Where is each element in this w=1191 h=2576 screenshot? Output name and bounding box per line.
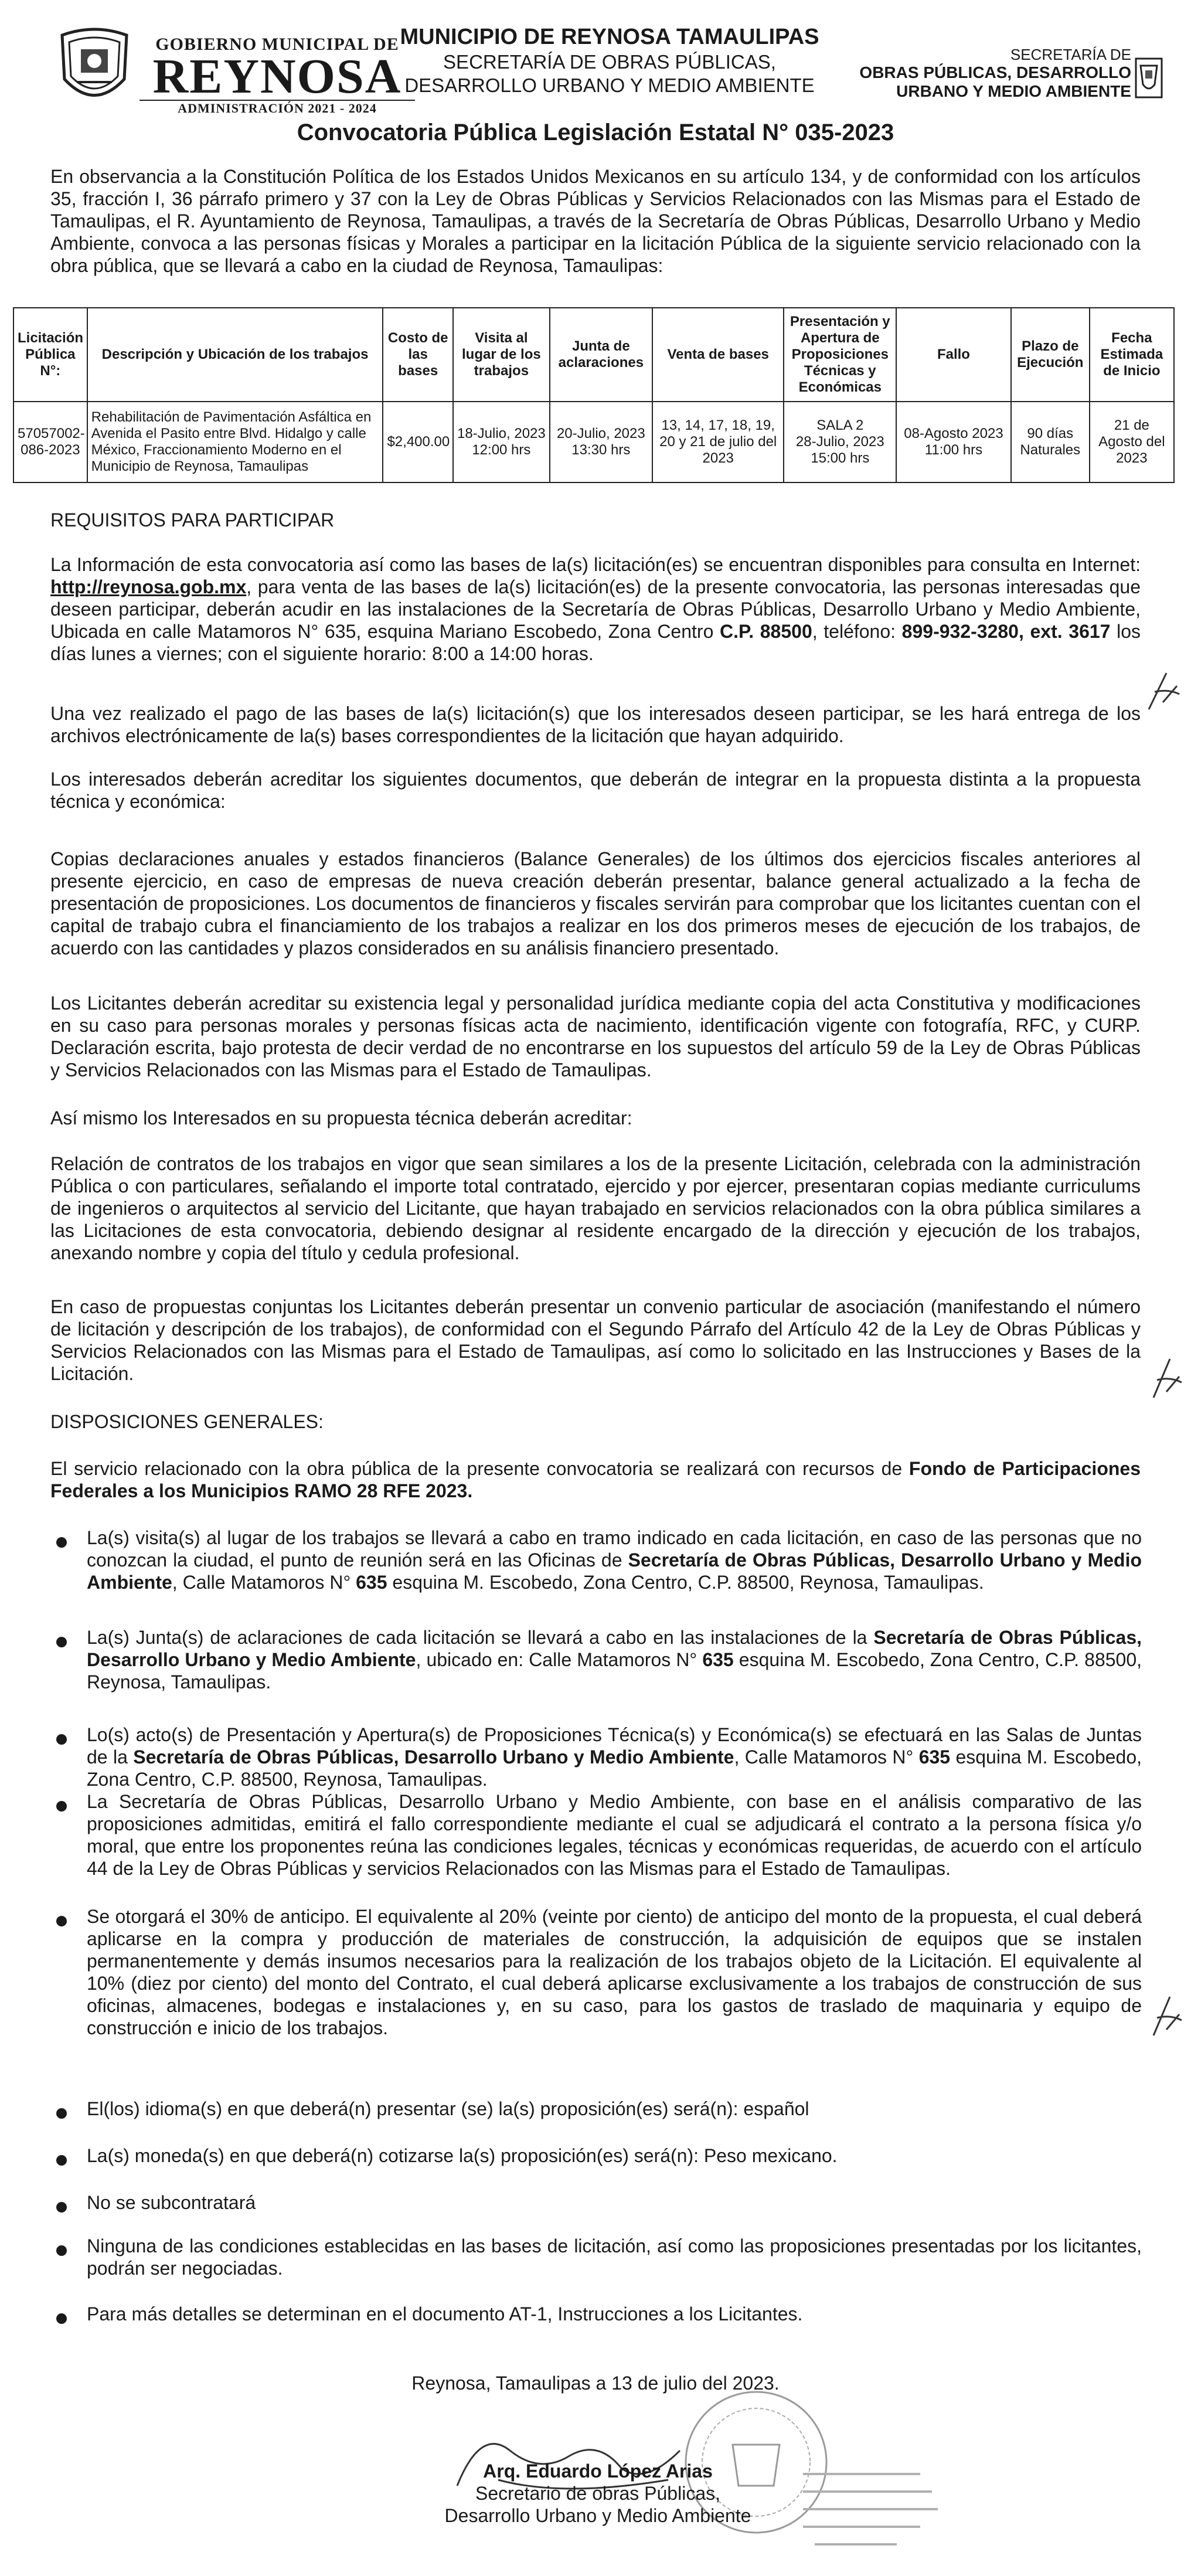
bullet-dot bbox=[56, 2108, 67, 2119]
right-line1: SECRETARÍA DE bbox=[1010, 46, 1131, 63]
anticipo-bullet: Se otorgará el 30% de anticipo. El equivalente al 20% (veinte por ciento) de anticipo del monto de la propuesta, el cual deberá aplicarse en la compra y producción de materiales de construcción, la adquisición de equipos que se instalen permanentemente y demás insumos necesarios para la realización de los trabajos objeto de la Licitación. El equivalente al 10% (diez por ciento) del monto del Contrato, el cual deberá aplicarse exclusivamente a los trabajos de construcción de sus oficinas, almacenes, bodegas e instalaciones y, en su caso, para los gastos de traslado de maquinaria y equipo de construcción e inicio de los trabajos. bbox=[87, 1906, 1142, 2038]
initials-mark-icon bbox=[1149, 1355, 1184, 1402]
pago-paragraph: Una vez realizado el pago de las bases de la(s) licitación(s) que los interesados deseen participar, se les hará entrega de los archivos electrónicamente de la(s) bases correspondientes de la licitación que hayan adquirido. bbox=[50, 703, 1141, 746]
cell-plazo: 90 días Naturales bbox=[1011, 402, 1090, 482]
fecha-firma: Reynosa, Tamaulipas a 13 de julio del 2023. bbox=[411, 2373, 780, 2394]
th-descripcion: Descripción y Ubicación de los trabajos bbox=[87, 308, 383, 402]
visita-secretaria: Secretaría de Obras Públicas, Desarrollo Urbano y Medio Ambiente bbox=[87, 1549, 1142, 1593]
requisitos-heading: REQUISITOS PARA PARTICIPAR bbox=[50, 509, 335, 531]
bullet-dot bbox=[56, 2313, 67, 2324]
initials-mark-icon bbox=[1143, 668, 1184, 715]
cell-costo: $2,400.00 bbox=[383, 402, 453, 482]
fallo-hora: 11:00 hrs bbox=[924, 442, 983, 458]
cell-descripcion: Rehabilitación de Pavimentación Asfáltica en Avenida el Pasito entre Blvd. Hidalgo y calle México, Fraccionamiento Moderno en el Municipio de Reynosa, Tamaulipas bbox=[87, 402, 383, 482]
bullet-dot bbox=[56, 2202, 67, 2213]
info-cp: C.P. 88500 bbox=[720, 621, 812, 642]
junta-text-2: , ubicado en: Calle Matamoros N° bbox=[416, 1649, 703, 1670]
th-venta: Venta de bases bbox=[652, 308, 784, 402]
th-licitacion: Licitación Pública N°: bbox=[13, 308, 87, 402]
cell-presentacion bbox=[784, 402, 896, 482]
presentacion-sala: SALA 2 bbox=[816, 417, 864, 433]
signature-block bbox=[410, 2460, 785, 2527]
bullet-dot bbox=[56, 1537, 67, 1548]
cell-junta bbox=[550, 402, 652, 482]
header-center bbox=[328, 23, 891, 97]
info-text-2: , para venta de las bases de la(s) licitación(es) de la presente convocatoria, las personas interesadas que deseen participar, deberán acudir en las instalaciones de la Secretaría de Obras Públicas, Desarrollo Urbano y Medio Ambiente, Ubicada en calle Matamoros N° 635, esquina Mariano Escobedo, Zona Centro bbox=[50, 576, 1141, 642]
intro-paragraph: En observancia a la Constitución Política de los Estados Unidos Mexicanos en su artículo 134, y de conformidad con los artículos 35, fracción I, 36 párrafo primero y 37 con la Ley de Obras Públicas y Servicios Relacionados con las Mismas para el Estado de Tamaulipas, el R. Ayuntamiento de Reynosa, Tamaulipas, a través de la Secretaría de Obras Públicas, Desarrollo Urbano y Medio Ambiente, convoca a las personas físicas y Morales a participar en la licitación Pública de la siguiente servicio relacionado con la obra pública, que se llevará a cabo en la ciudad de Reynosa, Tamaulipas: bbox=[50, 166, 1141, 276]
junta-fecha: 20-Julio, 2023 bbox=[556, 426, 645, 441]
actos-numero: 635 bbox=[918, 1746, 951, 1768]
actos-bullet bbox=[87, 1724, 1142, 1790]
signer-role-2: Desarrollo Urbano y Medio Ambiente bbox=[444, 2505, 751, 2526]
visita-text-1: La(s) visita(s) al lugar de los trabajos se llevará a cabo en tramo indicado en cada licitación, en caso de las personas que no conozcan la ciudad, el punto de reunión será en las Oficinas de bbox=[87, 1527, 1142, 1571]
visita-hora: 12:00 hrs bbox=[472, 442, 531, 458]
cell-visita bbox=[453, 402, 550, 482]
presentacion-hora: 15:00 hrs bbox=[811, 450, 870, 466]
th-plazo: Plazo de Ejecución bbox=[1011, 308, 1090, 402]
header-right bbox=[844, 46, 1131, 101]
municipio-title: MUNICIPIO DE REYNOSA TAMAULIPAS bbox=[400, 25, 819, 49]
servicio-fondo: Fondo de Participaciones Federales a los Municipios RAMO 28 RFE 2023. bbox=[50, 1458, 1141, 1501]
info-phone: 899-932-3280, ext. 3617 bbox=[901, 621, 1111, 642]
cell-licitacion: 57057002-086-2023 bbox=[13, 402, 87, 482]
servicio-text: El servicio relacionado con la obra pública de la presente convocatoria se realizará con recursos de bbox=[50, 1458, 909, 1479]
junta-text-1: La(s) Junta(s) de aclaraciones de cada licitación se llevará a cabo en las instalaciones de la bbox=[87, 1627, 874, 1648]
th-presentacion: Presentación y Apertura de Proposiciones Técnicas y Económicas bbox=[784, 308, 896, 402]
info-text-1: La Información de esta convocatoria así como las bases de la(s) licitación(es) se encuentran disponibles para consulta en Internet: bbox=[50, 554, 1141, 575]
bullet-dot bbox=[56, 1916, 67, 1926]
disposiciones-heading: DISPOSICIONES GENERALES: bbox=[50, 1411, 324, 1432]
reynosa-url-link[interactable]: http://reynosa.gob.mx bbox=[50, 576, 247, 597]
initials-mark-icon bbox=[1149, 1993, 1184, 2040]
bullet-dot bbox=[56, 2155, 67, 2166]
logo-line1: GOBIERNO MUNICIPAL DE bbox=[155, 35, 399, 54]
bullet-dot bbox=[56, 2245, 67, 2256]
fallo-fecha: 08-Agosto 2023 bbox=[904, 426, 1003, 441]
idioma-bullet: El(los) idioma(s) en que deberá(n) presentar (se) la(s) proposición(es) será(n): español bbox=[87, 2098, 809, 2119]
secretaria-line2: DESARROLLO URBANO Y MEDIO AMBIENTE bbox=[404, 74, 815, 96]
secretaria-line1: SECRETARÍA DE OBRAS PÚBLICAS, bbox=[443, 51, 776, 73]
th-junta: Junta de aclaraciones bbox=[550, 308, 652, 402]
fallo-bullet: La Secretaría de Obras Públicas, Desarrollo Urbano y Medio Ambiente, con base en el análisis comparativo de las proposiciones admitidas, emitirá el fallo correspondiente mediante el cual se adjudicará el contrato a la persona física y/o moral, que entre los proponentes reúna las condiciones legales, técnicas y económicas requeridas, de acuerdo con el artículo 44 de la Ley de Obras Públicas y servicios Relacionados con las Mismas para el Estado de Tamaulipas. bbox=[87, 1791, 1142, 1879]
junta-bullet bbox=[87, 1626, 1142, 1693]
visita-text-3: esquina M. Escobedo, Zona Centro, C.P. 88500, Reynosa, Tamaulipas. bbox=[387, 1572, 984, 1593]
moneda-bullet: La(s) moneda(s) en que deberá(n) cotizarse la(s) proposición(es) será(n): Peso mexicano. bbox=[87, 2145, 838, 2166]
visita-bullet bbox=[87, 1527, 1142, 1593]
copias-paragraph: Copias declaraciones anuales y estados financieros (Balance Generales) de los últimos dos ejercicios fiscales anteriores al presente ejercicio, en caso de empresas de nueva creación deberán presentar, balance general actualizado a la fecha de presentación de proposiciones. Los documentos de financieros y fiscales servirán para comprobar que los licitantes cuentan con el capital de trabajo cubra el financiamiento de los trabajos a realizar en los dos primeros meses de ejecución de los trabajos, de acuerdo con las cantidades y plazos considerados en su análisis financiero presentado. bbox=[50, 848, 1141, 959]
licitantes-paragraph: Los Licitantes deberán acreditar su existencia legal y personalidad jurídica mediante copia del acta Constitutiva y modificaciones en su caso para personas morales y personas físicas acta de nacimiento, identificación vigente con fotografía, RFC, y CURP. Declaración escrita, bajo protesta de decir verdad de no encontrarse en los supuestos del artículo 59 de la Ley de Obras Públicas y Servicios Relacionados con las Mismas para el Estado de Tamaulipas. bbox=[50, 993, 1141, 1080]
junta-text-3: esquina M. Escobedo, Zona Centro, C.P. 88500, Reynosa, Tamaulipas. bbox=[87, 1649, 1142, 1693]
th-fallo: Fallo bbox=[896, 308, 1011, 402]
junta-hora: 13:30 hrs bbox=[571, 442, 631, 458]
actos-text-1: Lo(s) acto(s) de Presentación y Apertura(s) de Proposiciones Técnica(s) y Económica(s) se efectuará en las Salas de Juntas de la bbox=[87, 1724, 1142, 1768]
actos-secretaria: Secretaría de Obras Públicas, Desarrollo Urbano y Medio Ambiente bbox=[133, 1746, 734, 1768]
licitacion-table bbox=[13, 307, 1175, 483]
document-title: Convocatoria Pública Legislación Estatal N° 035-2023 bbox=[297, 120, 894, 145]
bullet-dot bbox=[56, 1637, 67, 1647]
th-costo: Costo de las bases bbox=[383, 308, 453, 402]
acreditar-paragraph: Los interesados deberán acreditar los siguientes documentos, que deberán de integrar en la propuesta distinta a la propuesta técnica y económica: bbox=[50, 769, 1141, 812]
info-text-3: , teléfono: bbox=[812, 621, 902, 642]
signer-role-1: Secretario de obras Públicas, bbox=[475, 2483, 720, 2504]
logo-line2: REYNOSA bbox=[152, 49, 402, 104]
servicio-paragraph bbox=[50, 1457, 1141, 1502]
junta-secretaria: Secretaría de Obras Públicas, Desarrollo Urbano y Medio Ambiente bbox=[87, 1627, 1142, 1670]
bullet-dot bbox=[56, 1801, 67, 1812]
cell-venta: 13, 14, 17, 18, 19, 20 y 21 de julio del 2023 bbox=[652, 402, 784, 482]
info-text-4: los días lunes a viernes; con el siguiente horario: 8:00 a 14:00 horas. bbox=[50, 621, 1141, 664]
cell-inicio: 21 de Agosto del 2023 bbox=[1090, 402, 1174, 482]
logo-line3: ADMINISTRACIÓN 2021 - 2024 bbox=[139, 100, 415, 116]
th-inicio: Fecha Estimada de Inicio bbox=[1090, 308, 1174, 402]
visita-numero: 635 bbox=[356, 1572, 387, 1593]
visita-text-2: , Calle Matamoros N° bbox=[172, 1572, 356, 1593]
table-row bbox=[13, 402, 1174, 482]
conjuntas-paragraph: En caso de propuestas conjuntas los Licitantes deberán presentar un convenio particular de asociación (manifestando el número de licitación y descripción de los trabajos), de conformidad con el Segundo Párrafo del Artículo 42 de la Ley de Obras Públicas y Servicios Relacionados con las Mismas para el Estado de Tamaulipas, así como lo solicitado en las Instrucciones y Bases de la Licitación. bbox=[50, 1296, 1141, 1384]
secretaria-emblem-icon bbox=[1135, 57, 1163, 98]
junta-numero: 635 bbox=[702, 1649, 734, 1670]
visita-fecha: 18-Julio, 2023 bbox=[457, 426, 546, 441]
right-line3: URBANO Y MEDIO AMBIENTE bbox=[896, 82, 1131, 100]
relacion-paragraph: Relación de contratos de los trabajos en vigor que sean similares a los de la presente Licitación, celebrada con la administración Pública o con particulares, señalando el importe total contratado, ejercido y por ejercer, presentaran copias mediante curriculums de ingenieros o arquitectos al servicio del Licitante, que hayan trabajado en servicios relacionados con la obra pública similares a las Licitaciones de esta convocatoria, debiendo designar al residente encargado de la dirección y ejecución de los trabajos, anexando nombre y copia del título y cedula profesional. bbox=[50, 1153, 1141, 1263]
right-line2: OBRAS PÚBLICAS, DESARROLLO bbox=[859, 63, 1131, 81]
detalles-bullet: Para más detalles se determinan en el documento AT-1, Instrucciones a los Licitantes. bbox=[87, 2303, 803, 2324]
table-header-row bbox=[13, 308, 1174, 402]
signer-name: Arq. Eduardo López Arias bbox=[483, 2461, 713, 2482]
info-paragraph bbox=[50, 553, 1141, 665]
negociadas-bullet: Ninguna de las condiciones establecidas en las bases de licitación, así como las proposiciones presentadas por los licitantes, podrán ser negociadas. bbox=[87, 2235, 1142, 2279]
coat-of-arms-icon bbox=[56, 23, 132, 111]
th-visita: Visita al lugar de los trabajos bbox=[453, 308, 550, 402]
actos-text-2: , Calle Matamoros N° bbox=[734, 1746, 919, 1768]
bullet-dot bbox=[56, 1734, 67, 1745]
subcontratara-bullet: No se subcontratará bbox=[87, 2192, 256, 2213]
presentacion-fecha: 28-Julio, 2023 bbox=[795, 434, 884, 450]
actos-text-3: esquina M. Escobedo, Zona Centro, C.P. 88500, Reynosa, Tamaulipas. bbox=[87, 1746, 1142, 1790]
cell-fallo bbox=[896, 402, 1011, 482]
asimismo-paragraph: Así mismo los Interesados en su propuesta técnica deberán acreditar: bbox=[50, 1107, 632, 1129]
